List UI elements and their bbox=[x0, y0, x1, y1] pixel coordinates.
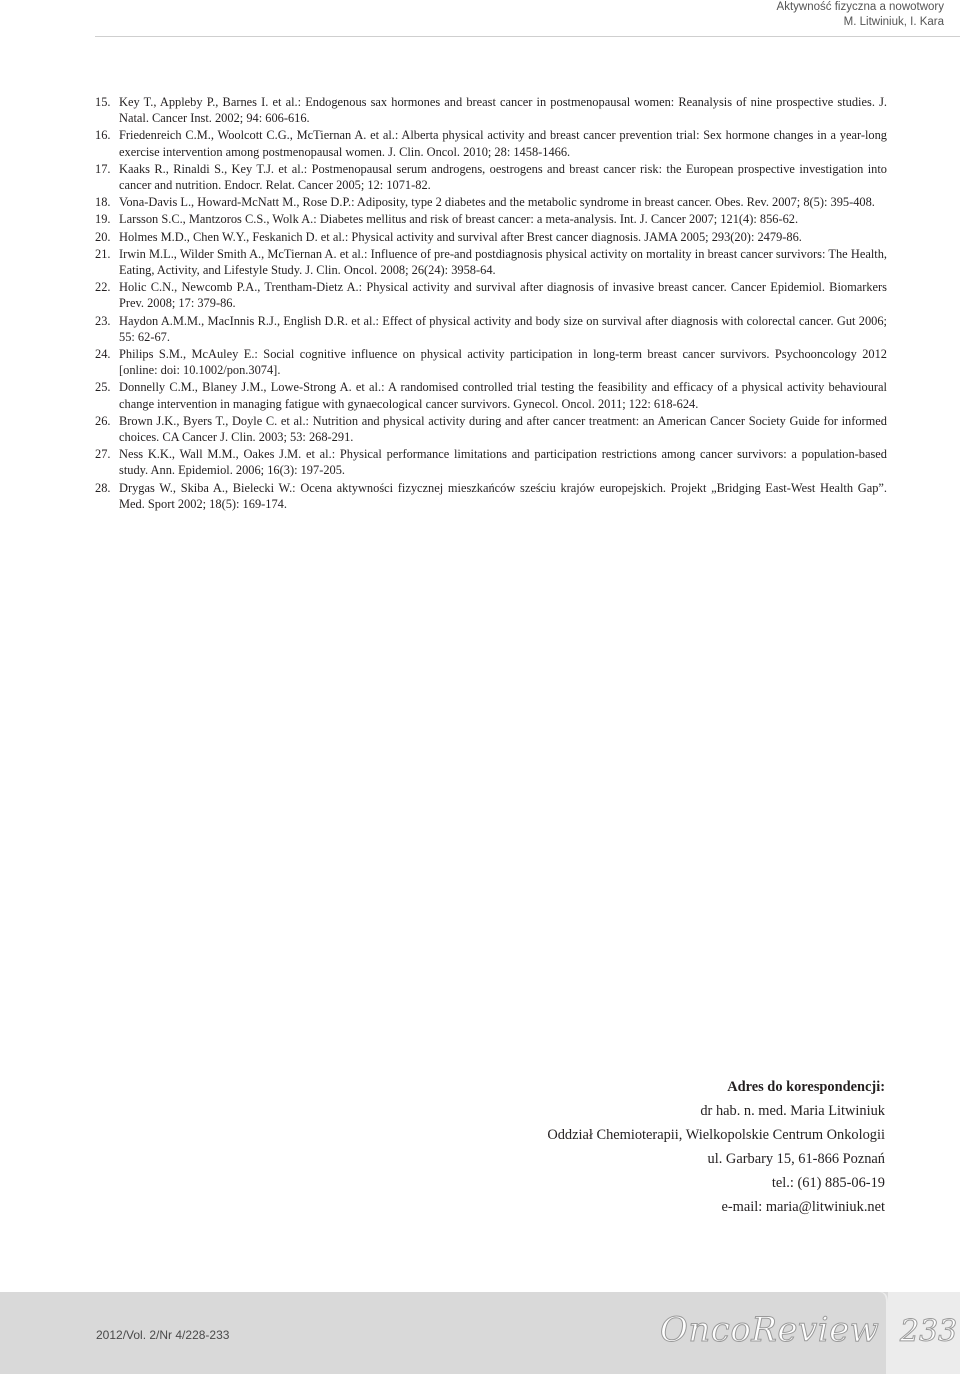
reference-item bbox=[95, 127, 887, 159]
journal-logo: OncoReview bbox=[660, 1310, 880, 1350]
reference-text: Haydon A.M.M., MacInnis R.J., English D.R. et al.: Effect of physical activity and body size on survival after diagnosis with colorectal cancer. Gut 2006; 55: 62-67. bbox=[119, 313, 887, 344]
reference-text: Philips S.M., McAuley E.: Social cognitive influence on physical activity participation in long-term breast cancer survivors. Psychooncology 2012 [online: doi: 10.1002/pon.3074]. bbox=[119, 347, 887, 378]
reference-number: 28. bbox=[95, 480, 111, 495]
reference-item bbox=[95, 480, 887, 512]
reference-text: Donnelly C.M., Blaney J.M., Lowe-Strong A. et al.: A randomised controlled trial testing the feasibility and efficacy of a physical activity behavioural change intervention in managing fatigue with gynaecological cancer survivors. Gynecol. Oncol. 2011; 122: 618-624. bbox=[119, 380, 887, 411]
address-line-email[interactable]: e-mail: maria@litwiniuk.net bbox=[721, 1199, 885, 1215]
reference-list bbox=[95, 94, 887, 513]
reference-text: Friedenreich C.M., Woolcott C.G., McTiernan A. et al.: Alberta physical activity and breast cancer prevention trial: Sex hormone changes in a year-long exercise intervention among postmenopausal women. J. Clin. Oncol. 2010; 28: 1458-1466. bbox=[119, 128, 887, 159]
header-authors: M. Litwiniuk, I. Kara bbox=[843, 16, 944, 28]
reference-number: 26. bbox=[95, 413, 111, 428]
reference-text: Brown J.K., Byers T., Doyle C. et al.: Nutrition and physical activity during and after cancer treatment: an American Cancer Society Guide for informed choices. CA Cancer J. Clin. 2003; 53: 268-291. bbox=[119, 413, 887, 445]
reference-number: 20. bbox=[95, 229, 111, 244]
reference-text: Drygas W., Skiba A., Bielecki W.: Ocena aktywności fizycznej mieszkańców sześciu krajów europejskich. Projekt „Bridging East-West Health Gap”. Med. Sport 2002; 18(5): 169-174. bbox=[119, 480, 887, 511]
reference-text: Ness K.K., Wall M.M., Oakes J.M. et al.: Physical performance limitations and participation restrictions among cancer survivors: a population-based study. Ann. Epidemiol. 2006; 16(3): 197-205. bbox=[119, 447, 887, 478]
reference-item bbox=[95, 346, 887, 378]
page-number: 233 bbox=[900, 1314, 958, 1349]
reference-text: Irwin M.L., Wilder Smith A., McTiernan A. et al.: Influence of pre-and postdiagnosis physical activity on mortality in breast cancer survivors: The Health, Eating, Activity, and Lifestyle Study. J. Clin. Oncol. 2008; 26(24): 3958-64. bbox=[119, 246, 887, 278]
reference-number: 21. bbox=[95, 246, 111, 261]
reference-item bbox=[95, 446, 887, 478]
reference-item bbox=[95, 211, 887, 227]
reference-number: 25. bbox=[95, 380, 111, 395]
reference-item bbox=[95, 246, 887, 278]
reference-number: 15. bbox=[95, 95, 111, 109]
reference-number: 23. bbox=[95, 313, 111, 328]
reference-text: Holic C.N., Newcomb P.A., Trentham-Dietz A.: Physical activity and survival after diagnosis of invasive breast cancer. Cancer Epidemiol. Biomarkers Prev. 2008; 17: 379-86. bbox=[119, 280, 887, 311]
reference-number: 17. bbox=[95, 161, 111, 176]
reference-item bbox=[95, 413, 887, 445]
reference-number: 16. bbox=[95, 128, 111, 143]
reference-item bbox=[95, 379, 887, 411]
reference-text: Holmes M.D., Chen W.Y., Feskanich D. et al.: Physical activity and survival after Brest cancer diagnosis. JAMA 2005; 293(20): 2479-86. bbox=[119, 229, 802, 244]
address-title: Adres do korespondencji: bbox=[727, 1079, 885, 1095]
reference-item bbox=[95, 161, 887, 193]
reference-number: 22. bbox=[95, 280, 111, 295]
reference-text: Larsson S.C., Mantzoros C.S., Wolk A.: Diabetes mellitus and risk of breast cancer: a meta-analysis. Int. J. Cancer 2007; 121(4): 856-62. bbox=[119, 212, 799, 227]
reference-item bbox=[95, 194, 887, 210]
reference-number: 18. bbox=[95, 195, 111, 210]
reference-text: Kaaks R., Rinaldi S., Key T.J. et al.: Postmenopausal serum androgens, oestrogens and breast cancer risk: the European prospective investigation into cancer and nutrition. Endocr. Relat. Cancer 2005; 12: 1071-82. bbox=[119, 161, 887, 193]
reference-item bbox=[95, 229, 887, 245]
reference-text: Vona-Davis L., Howard-McNatt M., Rose D.P.: Adiposity, type 2 diabetes and the metabolic syndrome in breast cancer. Obes. Rev. 2007; 8(5): 395-408. bbox=[119, 195, 875, 210]
reference-number: 19. bbox=[95, 212, 111, 227]
reference-item bbox=[95, 313, 887, 345]
reference-number: 24. bbox=[95, 347, 111, 362]
reference-number: 27. bbox=[95, 447, 111, 462]
address-line-street: ul. Garbary 15, 61-866 Poznań bbox=[707, 1151, 885, 1167]
header-divider bbox=[95, 36, 960, 37]
reference-item bbox=[95, 94, 887, 126]
reference-text: Key T., Appleby P., Barnes I. et al.: Endogenous sax hormones and breast cancer in postmenopausal women: Reanalysis of nine prospective studies. J. Natal. Cancer Inst. 2002; 94: 606-616. bbox=[119, 95, 887, 126]
address-line-phone: tel.: (61) 885-06-19 bbox=[771, 1175, 885, 1191]
running-header bbox=[777, 0, 944, 30]
issue-info: 2012/Vol. 2/Nr 4/228-233 bbox=[96, 1328, 230, 1342]
reference-item bbox=[95, 279, 887, 311]
correspondence-address bbox=[547, 1075, 885, 1219]
address-line-name: dr hab. n. med. Maria Litwiniuk bbox=[700, 1103, 885, 1119]
address-line-department: Oddział Chemioterapii, Wielkopolskie Centrum Onkologii bbox=[547, 1127, 885, 1143]
header-title: Aktywność fizyczna a nowotwory bbox=[776, 1, 944, 13]
